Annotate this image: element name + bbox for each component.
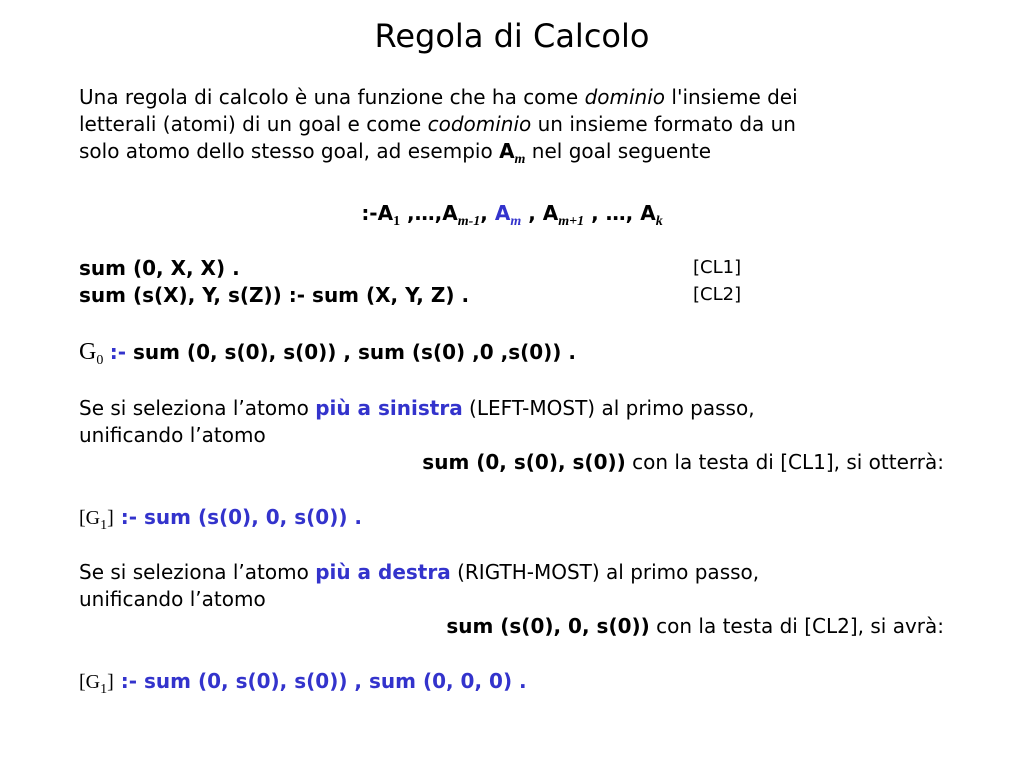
goal-g1-rightmost xyxy=(79,667,527,699)
paragraph-text: Se si seleziona l’atomo xyxy=(79,396,316,420)
goal-index: 1 xyxy=(100,518,108,533)
intro-text: l'insieme dei xyxy=(665,85,798,109)
paragraph-text: con la testa di [CL1], si otterrà: xyxy=(625,450,944,474)
leftmost-line-1 xyxy=(79,394,755,422)
goal-body: :- sum (s(0), 0, s(0)) . xyxy=(113,505,363,529)
intro-emphasis-codominio: codominio xyxy=(427,112,532,136)
goal-letter: G xyxy=(79,339,97,365)
intro-text: Una regola di calcolo è una funzione che ha come xyxy=(79,85,585,109)
goal-subscript: 1 xyxy=(393,214,401,229)
goal-expression xyxy=(0,199,1024,231)
selected-atom: sum (0, s(0), s(0)) xyxy=(422,450,626,474)
leftmost-line-2: unificando l’atomo xyxy=(79,423,266,447)
clause-cl1: sum (0, X, X) . xyxy=(79,256,240,280)
goal-index: 1 xyxy=(100,682,108,697)
rightmost-line-3 xyxy=(446,612,944,640)
highlight-rightmost: più a destra xyxy=(315,560,451,584)
goal-index: 0 xyxy=(96,353,104,368)
goal-g0 xyxy=(79,338,576,370)
goal-highlight-atom: A xyxy=(494,201,511,225)
goal-subscript: m+1 xyxy=(558,214,585,229)
intro-text: letterali (atomi) di un goal e come xyxy=(79,112,428,136)
goal-part: ,…,A xyxy=(400,201,458,225)
goal-part: , A xyxy=(521,201,559,225)
atom-subscript: m xyxy=(514,152,526,167)
selected-atom: sum (s(0), 0, s(0)) xyxy=(446,614,650,638)
paragraph-text: con la testa di [CL2], si avrà: xyxy=(649,614,944,638)
intro-text: un insieme formato da un xyxy=(531,112,796,136)
goal-label: [G xyxy=(79,507,101,529)
goal-label: ] xyxy=(107,671,114,693)
intro-text: nel goal seguente xyxy=(525,139,712,163)
goal-highlight-subscript: m xyxy=(510,214,522,229)
goal-part: , xyxy=(480,201,495,225)
leftmost-line-3 xyxy=(422,448,944,476)
intro-line-2 xyxy=(79,110,796,138)
goal-label: [G xyxy=(79,671,101,693)
rightmost-line-2: unificando l’atomo xyxy=(79,587,266,611)
goal-body: sum (0, s(0), s(0)) , sum (s(0) ,0 ,s(0)) . xyxy=(126,340,576,364)
goal-operator: :- xyxy=(109,340,127,364)
rightmost-line-1 xyxy=(79,558,759,586)
slide-title: Regola di Calcolo xyxy=(374,17,650,55)
intro-emphasis-dominio: dominio xyxy=(584,85,666,109)
goal-subscript: m-1 xyxy=(457,214,481,229)
atom-symbol: A xyxy=(499,139,515,163)
intro-line-1 xyxy=(79,83,798,111)
paragraph-text: (LEFT-MOST) al primo passo, xyxy=(462,396,755,420)
paragraph-text: Se si seleziona l’atomo xyxy=(79,560,316,584)
goal-part: :-A xyxy=(361,201,394,225)
clause-cl2: sum (s(X), Y, s(Z)) :- sum (X, Y, Z) . xyxy=(79,283,470,307)
clause-tag-cl2: [CL2] xyxy=(693,284,742,305)
goal-part: , …, A xyxy=(584,201,656,225)
highlight-leftmost: più a sinistra xyxy=(315,396,463,420)
goal-g1-leftmost xyxy=(79,503,362,535)
clause-tag-cl1: [CL1] xyxy=(693,257,742,278)
intro-text: solo atomo dello stesso goal, ad esempio xyxy=(79,139,500,163)
paragraph-text: (RIGTH-MOST) al primo passo, xyxy=(450,560,760,584)
intro-line-3 xyxy=(79,137,711,169)
goal-body: :- sum (0, s(0), s(0)) , sum (0, 0, 0) . xyxy=(113,669,527,693)
goal-label: ] xyxy=(107,507,114,529)
goal-subscript: k xyxy=(655,214,663,229)
